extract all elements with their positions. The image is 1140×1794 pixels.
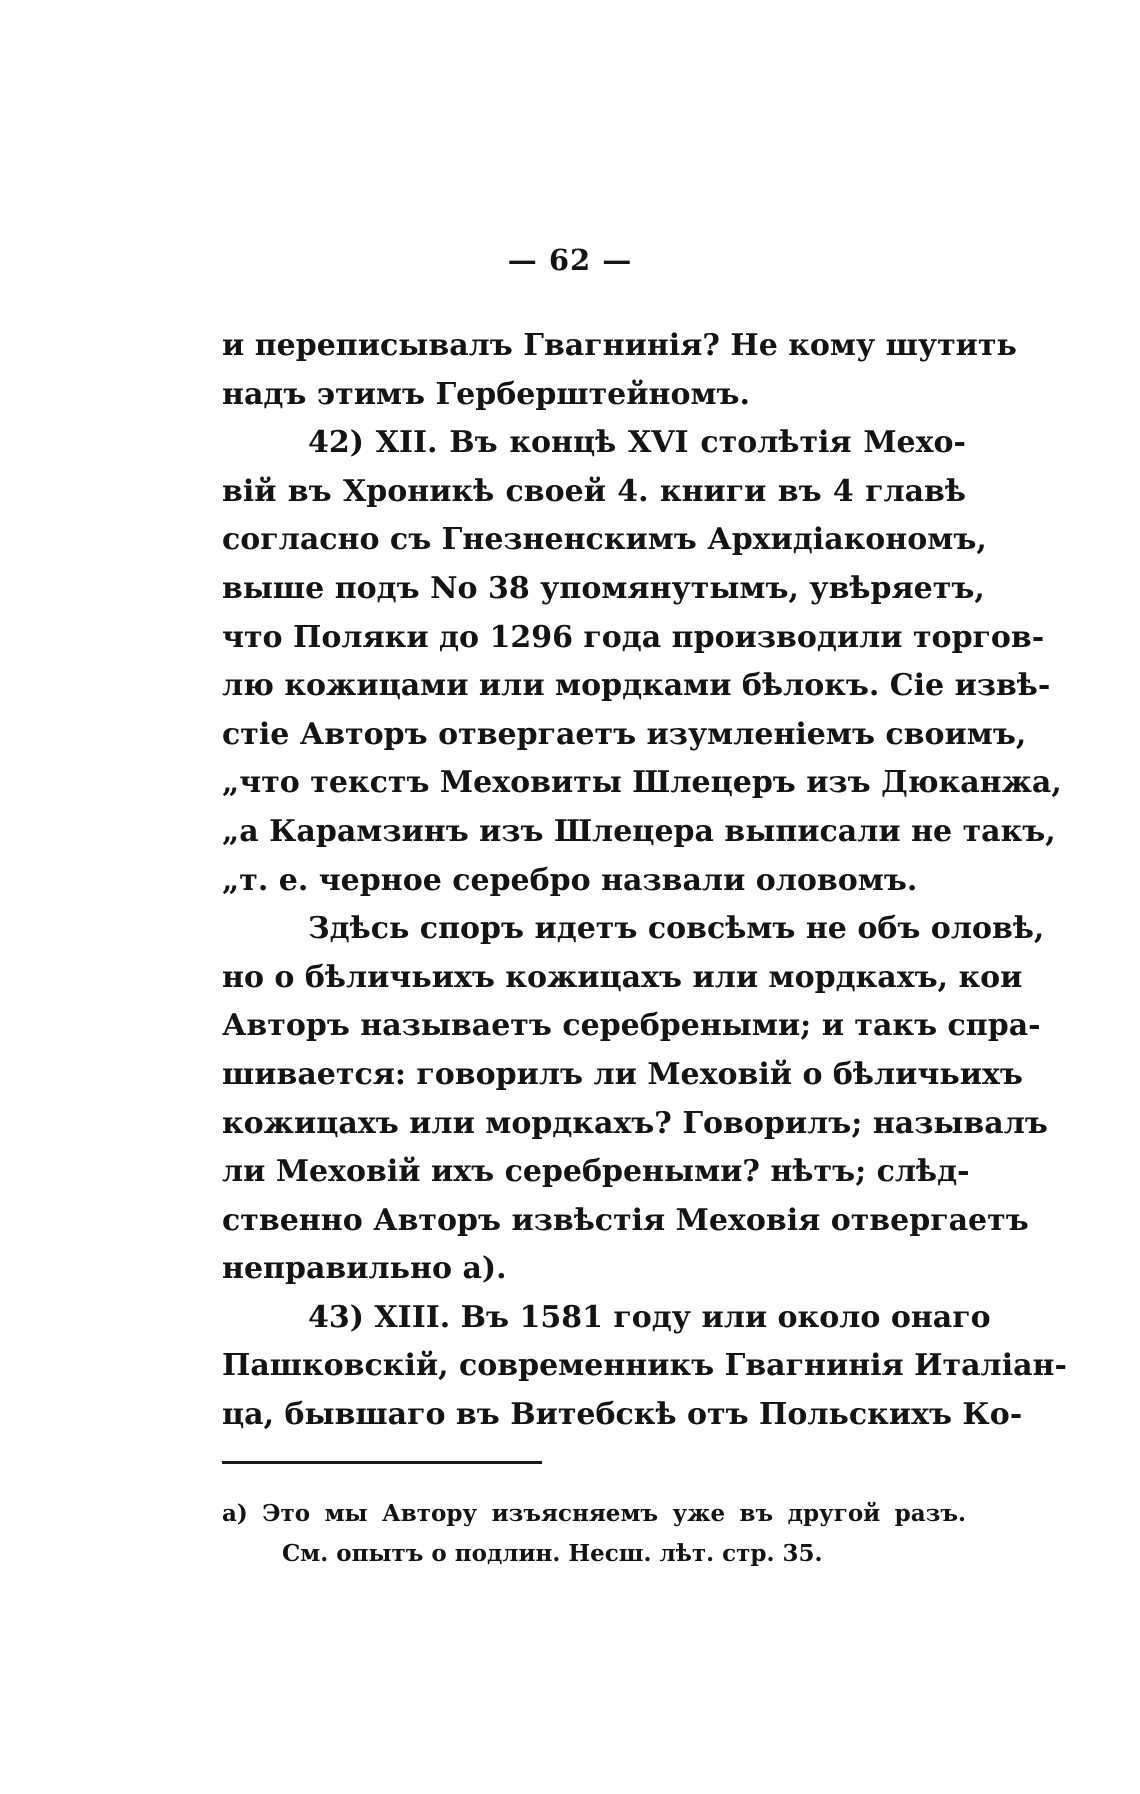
text-line: вій въ Хроникѣ своей 4. книги въ 4 главѣ [222,473,966,509]
text-line: кожицахъ или мордкахъ? Говорилъ; называлъ [222,1105,1048,1141]
text-line: 42) XII. Въ концѣ XVI столѣтія Мехо- [308,425,966,461]
text-line: „а Карамзинъ изъ Шлецера выписали не такъ, [222,813,1056,849]
text-line: что Поляки до 1296 года производили торгов- [222,619,1045,655]
footnote-line: См. опытъ о подлин. Несш. лѣт. стр. 35. [282,1540,823,1567]
text-line: стіе Авторъ отвергаетъ изумленіемъ своимъ, [222,716,1027,752]
text-line: Пашковскій, современникъ Гвагнинія Италіан- [222,1348,1067,1384]
text-line: лю кожицами или мордками бѣлокъ. Сіе извѣ- [222,668,1051,704]
footnote [222,1494,966,1574]
text-line: „что текстъ Меховиты Шлецеръ изъ Дюканжа, [222,765,1062,801]
main-text [222,322,1067,1440]
text-line: ца, бывшаго въ Витебскѣ отъ Польскихъ Ко- [222,1397,1023,1433]
text-line: „т. е. черное серебро назвали оловомъ. [222,862,918,898]
text-line: Авторъ называетъ серебреными; и такъ спра- [222,1008,1041,1044]
text-line: надъ этимъ Герберштейномъ. [222,376,750,412]
text-line: выше подъ No 38 упомянутымъ, увѣряетъ, [222,570,985,606]
text-line: 43) XIII. Въ 1581 году или около онаго [308,1299,991,1335]
text-line: но о бѣличьихъ кожицахъ или мордкахъ, кои [222,959,1023,995]
text-line: ли Меховій ихъ серебреными? нѣтъ; слѣд- [222,1154,970,1190]
text-line: шивается: говорилъ ли Меховій о бѣличьихъ [222,1056,1023,1092]
text-line: неправильно а). [222,1251,507,1287]
text-line: ственно Авторъ извѣстія Меховія отвергаетъ [222,1202,1029,1238]
text-line: согласно съ Гнезненскимъ Архидіакономъ, [222,522,987,558]
footnote-line: а) Это мы Автору изъясняемъ уже въ другой разъ. [222,1500,966,1527]
text-line: и переписывалъ Гвагнинія? Не кому шутить [222,328,1017,363]
page-number: — 62 — [507,243,633,277]
footnote-divider [222,1461,542,1464]
text-line: Здѣсь споръ идетъ совсѣмъ не объ оловѣ, [308,911,1045,947]
